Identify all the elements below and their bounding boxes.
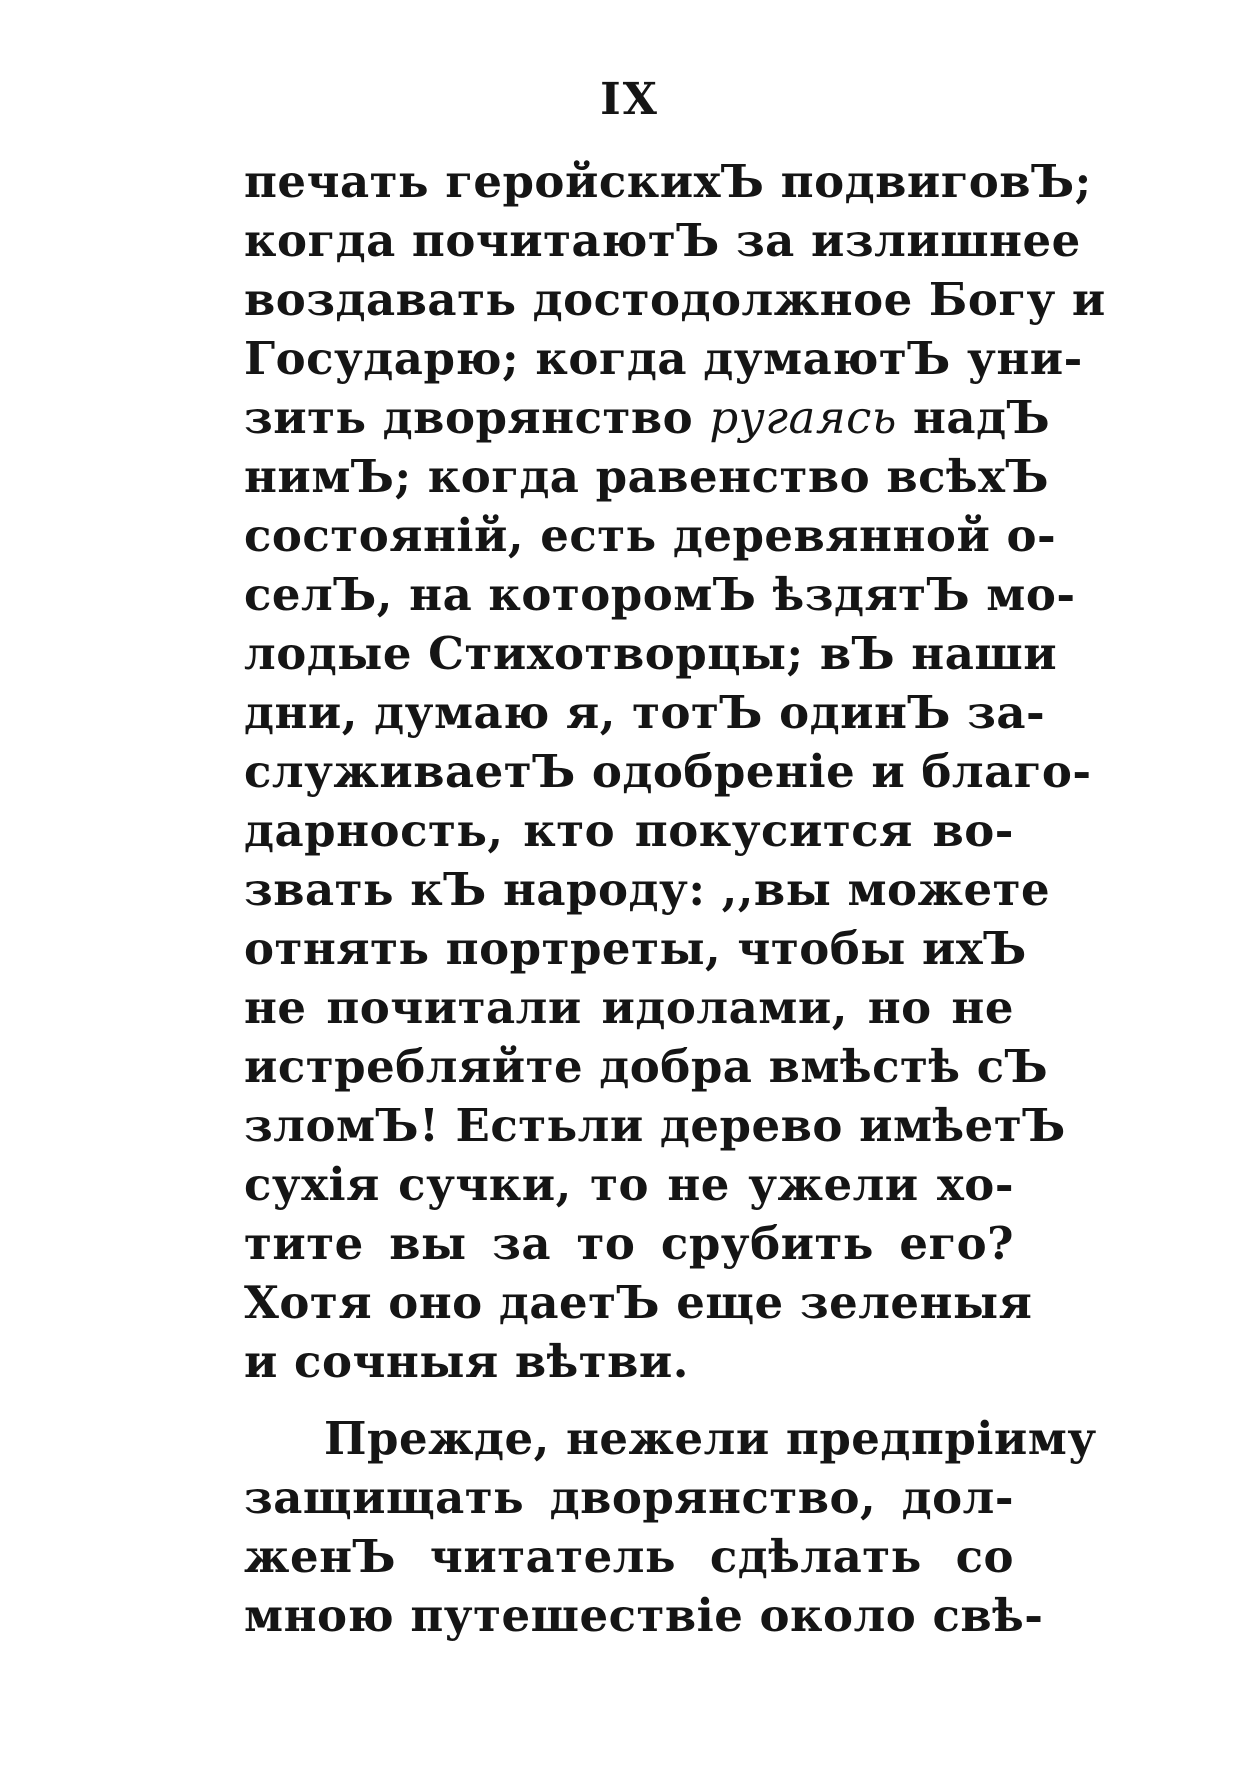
line-text: Государю; когда думаютЪ уни-	[244, 332, 1083, 385]
line-text: не почитали идолами, но не	[244, 981, 1014, 1034]
paragraph	[244, 152, 1106, 1391]
page-number: IX	[600, 74, 659, 125]
line-text: лодые Стихотворцы; вЪ наши	[244, 627, 1058, 680]
line-text: сухія сучки, то не ужели хо-	[244, 1158, 1014, 1211]
text-line	[244, 270, 1106, 329]
text-line	[244, 211, 1081, 270]
line-text: селЪ, на которомЪ ѣздятЪ мо-	[244, 568, 1076, 621]
italic-word: ругаясь	[709, 391, 897, 444]
line-text: когда почитаютЪ за излишнее	[244, 214, 1081, 267]
line-text: печать геройскихЪ подвиговЪ;	[244, 155, 1092, 208]
text-line	[244, 624, 1058, 683]
paragraph-gap	[244, 1391, 1014, 1409]
text-line	[244, 1037, 1049, 1096]
line-text: истребляйте добра вмѣстѣ сЪ	[244, 1040, 1049, 1093]
line-text: служиваетЪ одобреніе и благо-	[244, 745, 1092, 798]
line-text: воздавать достодолжное Богу и	[244, 273, 1106, 326]
text-line	[244, 1527, 1014, 1586]
text-line	[244, 1332, 1014, 1391]
text-line	[244, 1155, 1014, 1214]
line-text: зить дворянство	[244, 391, 710, 444]
text-line	[244, 388, 1051, 447]
text-line	[244, 152, 1092, 211]
text-line	[244, 860, 1051, 919]
line-text: мною путешествіе около свѣ-	[244, 1589, 1044, 1642]
line-text: тите вы за то срубить его?	[244, 1217, 1014, 1270]
line-text: и сочныя вѣтви.	[244, 1335, 689, 1388]
text-line	[244, 447, 1049, 506]
text-line	[244, 1214, 1014, 1273]
line-text: защищать дворянство, дол-	[244, 1471, 1014, 1524]
text-line	[244, 1586, 1044, 1645]
line-text: Прежде, нежели предпріиму	[324, 1412, 1097, 1465]
line-text: Хотя оно даетЪ еще зеленыя	[244, 1276, 1033, 1329]
line-text: дарность, кто покусится во-	[244, 804, 1014, 857]
text-line	[244, 1468, 1014, 1527]
text-line	[244, 1096, 1066, 1155]
text-line	[244, 565, 1076, 624]
line-text: зломЪ! Естьли дерево имѣетЪ	[244, 1099, 1066, 1152]
line-text: отнять портреты, чтобы ихЪ	[244, 922, 1027, 975]
text-line	[244, 919, 1027, 978]
page-body-text	[244, 152, 1106, 1645]
line-text: дни, думаю я, тотЪ одинЪ за-	[244, 686, 1046, 739]
line-text: состояній, есть деревянной о-	[244, 509, 1057, 562]
line-text: нимЪ; когда равенство всѣхЪ	[244, 450, 1049, 503]
line-text: женЪ читатель сдѣлать со	[244, 1530, 1014, 1583]
text-line	[244, 801, 1014, 860]
text-line	[244, 742, 1092, 801]
line-text: звать кЪ народу: ,,вы можете	[244, 863, 1051, 916]
text-line	[244, 683, 1046, 742]
line-text: надЪ	[896, 391, 1051, 444]
paragraph	[244, 1409, 1097, 1645]
text-line	[244, 1273, 1033, 1332]
text-line	[244, 506, 1057, 565]
text-line	[244, 978, 1014, 1037]
text-line	[244, 329, 1083, 388]
text-line	[244, 1409, 1097, 1468]
